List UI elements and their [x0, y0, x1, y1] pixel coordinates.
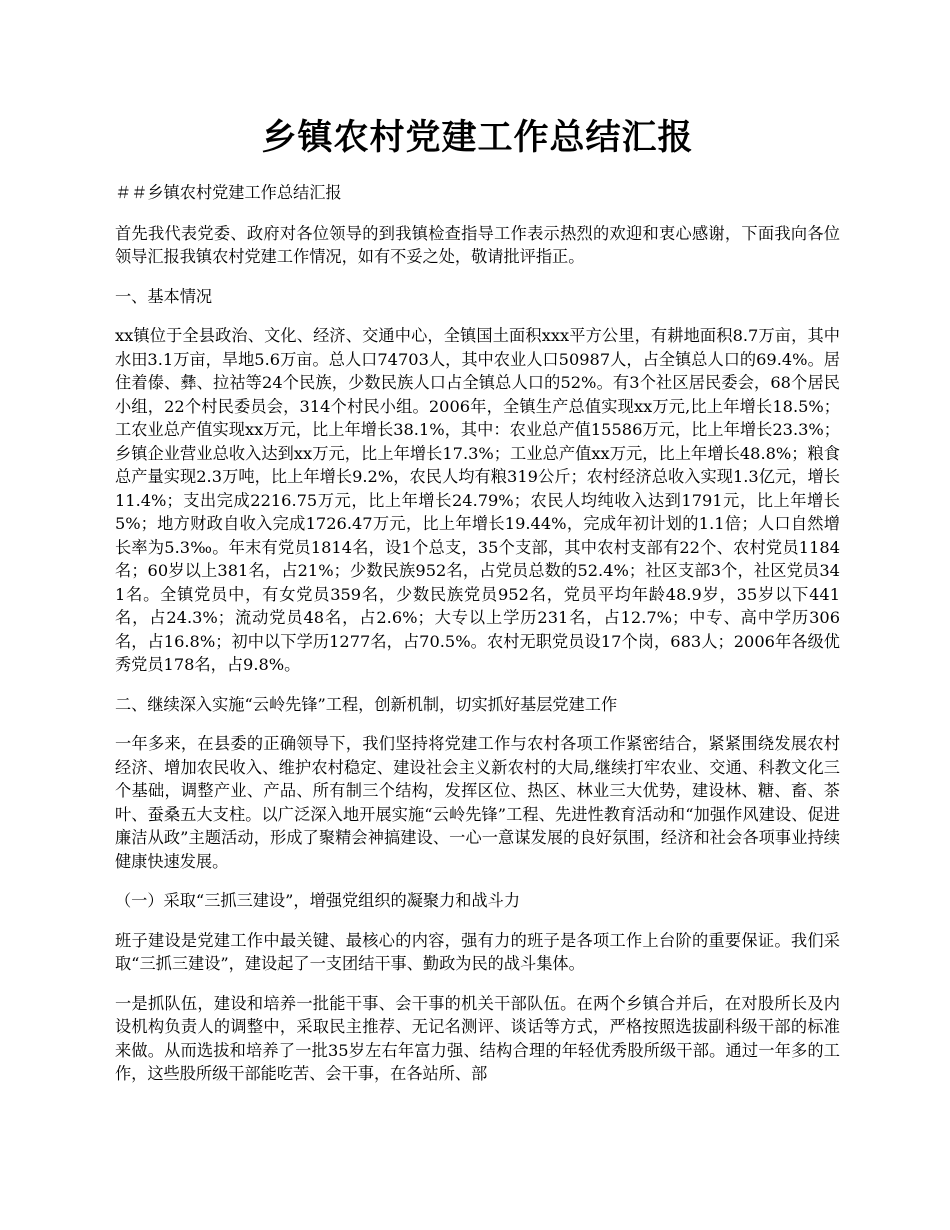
section-1-body: xx镇位于全县政治、文化、经济、交通中心，全镇国土面积xxx平方公里，有耕地面积8.7万亩，其中水田3.1万亩，旱地5.6万亩。总人口74703人，其中农业人口50987人，占全镇总人口的69.4%。居住着傣、彝、拉祜等24个民族，少数民族人口占全镇总人口的52%。有3个社区居民委会，68个居民小组，22个村民委员会，314个村民小组。2006年，全镇生产总值实现xx万元,比上年增长18.5%；工农业总产值实现xx万元，比上年增长38.1%，其中：农业总产值15586万元，比上年增长23.3%；乡镇企业营业总收入达到xx万元，比上年增长17.3%；工业总产值xx万元，比上年增长48.8%；粮食总产量实现2.3万吨，比上年增长9.2%，农民人均有粮319公斤；农村经济总收入实现1.3亿元，增长11.4%；支出完成2216.75万元，比上年增长24.79%；农民人均纯收入达到1791元，比上年增长5%；地方财政自收入完成1726.47万元，比上年增长19.44%，完成年初计划的1.1倍；人口自然增长率为5.3‰。年末有党员1814名，设1个总支，35个支部，其中农村支部有22个、农村党员1184名；60岁以上381名，占21%；少数民族952名，占党员总数的52.4%；社区支部3个，社区党员341名。全镇党员中，有女党员359名，少数民族党员952名，党员平均年龄48.9岁，35岁以下441名，占24.3%；流动党员48名，占2.6%；大专以上学历231名，占12.7%；中专、高中学历306名，占16.8%；初中以下学历1277名，占70.5%。农村无职党员设17个岗，683人；2006年各级优秀党员178名，占9.8%。 — [115, 326, 840, 674]
subsection-1-heading: （一）采取“三抓三建设”，增强党组织的凝聚力和战斗力 — [115, 891, 521, 910]
section-1-heading: 一、基本情况 — [115, 286, 213, 306]
subsection-1-point-1: 一是抓队伍，建设和培养一批能干事、会干事的机关干部队伍。在两个乡镇合并后，在对股所长及内设机构负责人的调整中，采取民主推荐、无记名测评、谈话等方式，严格按照选拔副科级干部的标准来做。从而选拔和培养了一批35岁左右年富力强、结构合理的年轻优秀股所级干部。通过一年多的工作，这些股所级干部能吃苦、会干事，在各站所、部 — [115, 993, 840, 1083]
section-2-body: 一年多来，在县委的正确领导下，我们坚持将党建工作与农村各项工作紧密结合，紧紧围绕发展农村经济、增加农民收入、维护农村稳定、建设社会主义新农村的大局,继续打牢农业、交通、科教文化三个基础，调整产业、产品、所有制三个结构，发挥区位、热区、林业三大优势，建设林、糖、畜、茶叶、蚕桑五大支柱。以广泛深入地开展实施“云岭先锋”工程、先进性教育活动和“加强作风建设、促进廉洁从政”主题活动，形成了聚精会神搞建设、一心一意谋发展的良好氛围，经济和社会各项事业持续健康快速发展。 — [115, 734, 840, 871]
subsection-1-body: 班子建设是党建工作中最关键、最核心的内容，强有力的班子是各项工作上台阶的重要保证。我们采取“三抓三建设”，建设起了一支团结干事、勤政为民的战斗集体。 — [115, 930, 840, 973]
document-subtitle: ＃＃乡镇农村党建工作总结汇报 — [115, 183, 342, 202]
document-page — [115, 0, 840, 1086]
document-title: 乡镇农村党建工作总结汇报 — [261, 117, 694, 158]
intro-paragraph: 首先我代表党委、政府对各位领导的到我镇检查指导工作表示热烈的欢迎和衷心感谢，下面我向各位领导汇报我镇农村党建工作情况，如有不妥之处，敬请批评指正。 — [115, 223, 840, 266]
section-2-heading: 二、继续深入实施“云岭先锋”工程，创新机制，切实抓好基层党建工作 — [115, 694, 618, 714]
